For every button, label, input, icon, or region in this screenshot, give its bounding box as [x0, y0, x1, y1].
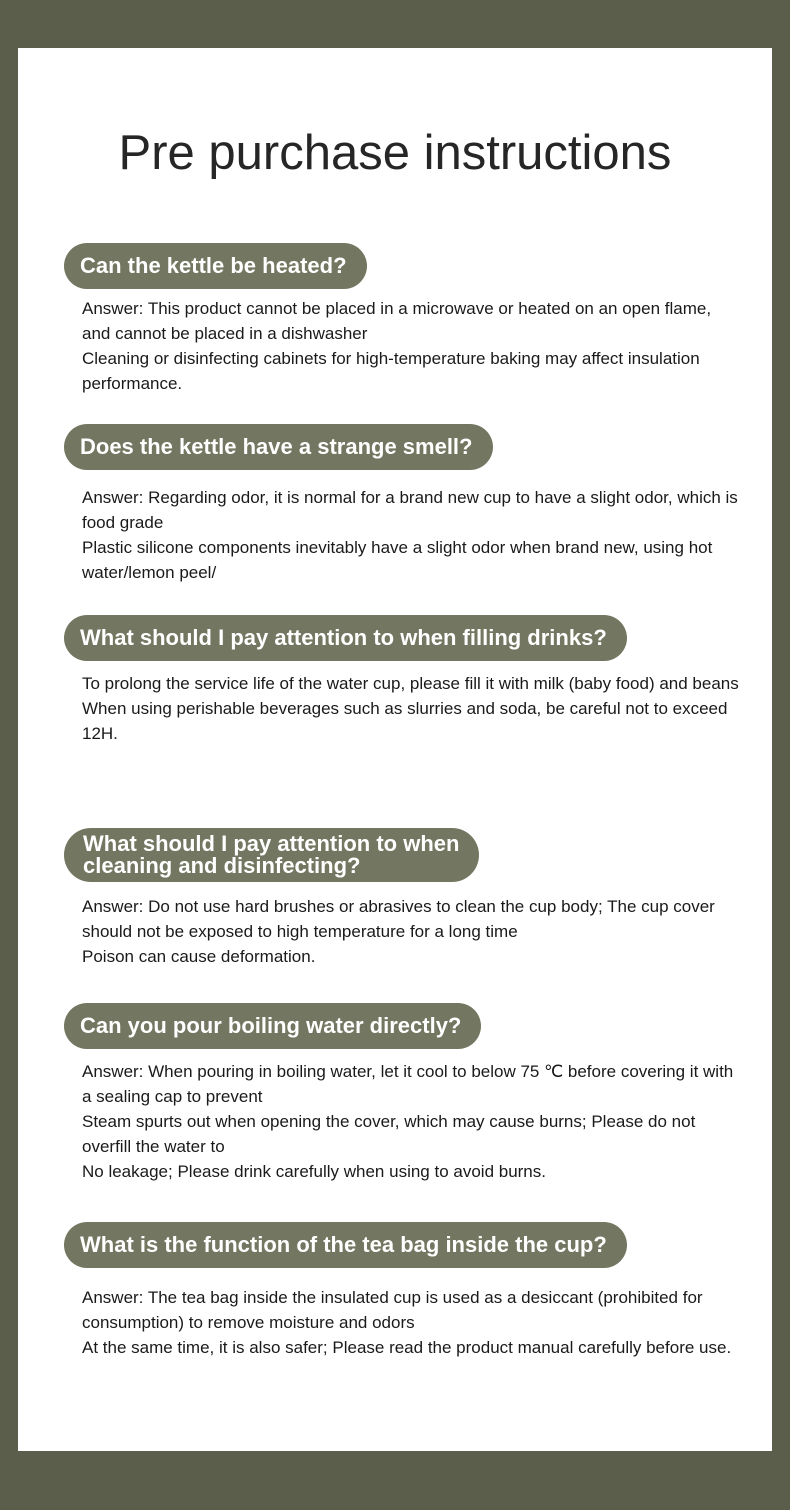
question-filling-drinks: What should I pay attention to when filling drinks? [64, 615, 627, 661]
answer-line: When using perishable beverages such as slurries and soda, be careful not to exceed 12H. [82, 699, 728, 743]
answer-heated [82, 296, 742, 396]
answer-line: Answer: When pouring in boiling water, let it cool to below 75 ℃ before covering it with a sealing cap to prevent [82, 1062, 734, 1106]
answer-line: Answer: The tea bag inside the insulated cup is used as a desiccant (prohibited for consumption) to remove moisture and odors [82, 1288, 703, 1332]
question-smell: Does the kettle have a strange smell? [64, 424, 493, 470]
answer-tea-bag [82, 1285, 742, 1360]
answer-line: Answer: This product cannot be placed in a microwave or heated on an open flame, and cannot be placed in a dishwasher [82, 299, 712, 343]
question-line: What should I pay attention to when [83, 831, 460, 856]
question-tea-bag: What is the function of the tea bag inside the cup? [64, 1222, 627, 1268]
answer-line: Answer: Regarding odor, it is normal for a brand new cup to have a slight odor, which is food grade [82, 488, 738, 532]
answer-boiling-water [82, 1059, 742, 1184]
answer-cleaning [82, 894, 742, 969]
question-boiling-water: Can you pour boiling water directly? [64, 1003, 481, 1049]
page-title: Pre purchase instructions [118, 126, 672, 180]
answer-line: Answer: Do not use hard brushes or abrasives to clean the cup body; The cup cover should not be exposed to high temperature for a long time [82, 897, 715, 941]
answer-line: Plastic silicone components inevitably have a slight odor when brand new, using hot water/lemon peel/ [82, 538, 713, 582]
question-heated: Can the kettle be heated? [64, 243, 367, 289]
answer-line: Steam spurts out when opening the cover, which may cause burns; Please do not overfill the water to [82, 1112, 696, 1156]
answer-line: To prolong the service life of the water cup, please fill it with milk (baby food) and beans [82, 674, 739, 693]
answer-line: Poison can cause deformation. [82, 947, 316, 966]
answer-smell [82, 485, 742, 585]
answer-line: At the same time, it is also safer; Please read the product manual carefully before use. [82, 1338, 732, 1357]
question-cleaning [64, 828, 479, 882]
answer-filling-drinks [82, 671, 742, 746]
question-line: cleaning and disinfecting? [83, 853, 361, 878]
answer-line: Cleaning or disinfecting cabinets for high-temperature baking may affect insulation performance. [82, 349, 700, 393]
answer-line: No leakage; Please drink carefully when using to avoid burns. [82, 1162, 546, 1181]
